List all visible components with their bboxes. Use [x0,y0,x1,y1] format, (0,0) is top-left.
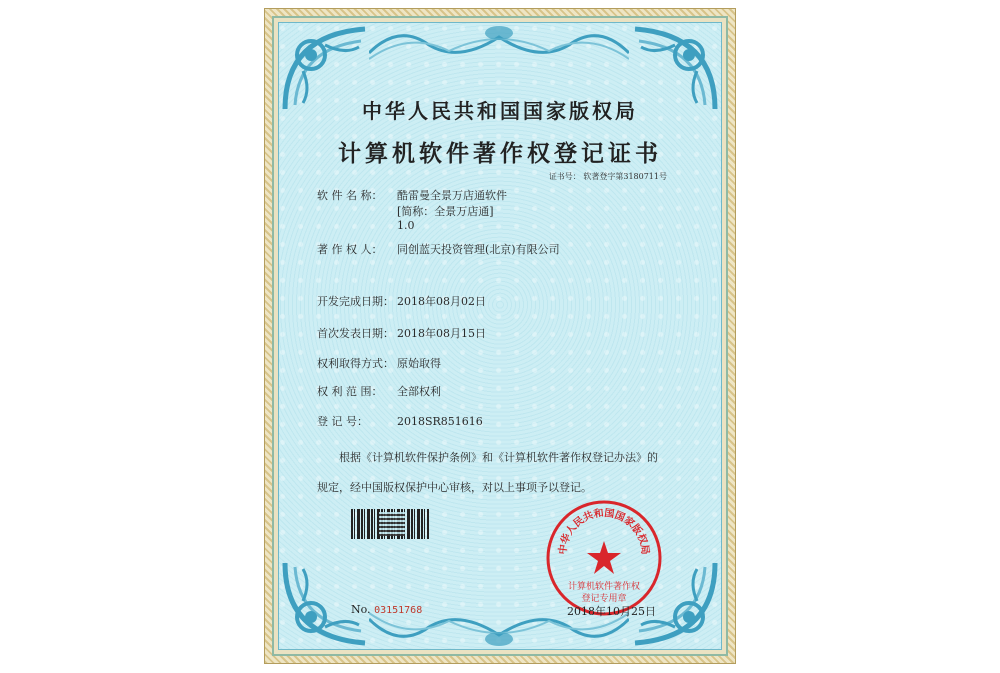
field-completion-date [317,293,486,309]
field-label: 软 件 名 称： [317,189,383,202]
field-label: 开发完成日期： [317,295,394,308]
seal-star-icon [587,541,621,574]
field-value: 原始取得 [397,357,441,370]
field-value: 全部权利 [397,385,441,398]
seal-text-line-1: 计算机软件著作权 [567,582,641,592]
serial-number [351,603,422,616]
field-value: 2018年08月15日 [397,327,486,340]
official-seal [545,499,663,617]
serial-label: No. [351,603,371,616]
field-label: 著 作 权 人： [317,243,383,256]
field-label: 登 记 号： [317,415,368,428]
certificate-number-value: 软著登字第3180711号 [583,172,667,181]
field-label: 首次发表日期： [317,327,394,340]
field-acquisition-method [317,355,441,371]
field-value: 2018SR851616 [397,415,483,428]
software-version: 1.0 [397,219,415,232]
certificate-paper [278,22,722,650]
certificate-number-label: 证书号： [548,172,581,181]
field-software-name [317,187,507,203]
field-label: 权 利 范 围： [317,385,383,398]
certificate-number [549,171,667,182]
seal-ring-text: 中华人民共和国国家版权局 [557,508,651,556]
field-copyright-owner [317,241,560,257]
field-label: 权利取得方式： [317,357,394,370]
field-registration-number [317,413,483,429]
legal-paragraph-line-1: 根据《计算机软件保护条例》和《计算机软件著作权登记办法》的 [339,451,658,464]
top-ornament-band [369,23,629,63]
legal-paragraph-line-2: 规定，经中国版权保护中心审核，对以上事项予以登记。 [317,481,592,494]
certificate-title: 计算机软件著作权登记证书 [338,141,662,167]
field-value: 酷雷曼全景万店通软件 [397,189,507,202]
field-value: 2018年08月02日 [397,295,486,308]
field-value: 同创蓝天投资管理(北京)有限公司 [397,243,560,256]
issue-date: 2018年10月25日 [567,605,656,618]
issuer-title: 中华人民共和国国家版权局 [362,99,638,123]
serial-value: 03151768 [374,605,423,616]
qr-code [379,512,405,536]
certificate-inner-frame [272,16,728,656]
field-first-publish-date [317,325,486,341]
field-rights-scope [317,383,441,399]
certificate [264,8,736,664]
software-abbreviation: [简称：全景万店通] [397,205,494,218]
seal-text-line-2: 登记专用章 [581,594,627,604]
